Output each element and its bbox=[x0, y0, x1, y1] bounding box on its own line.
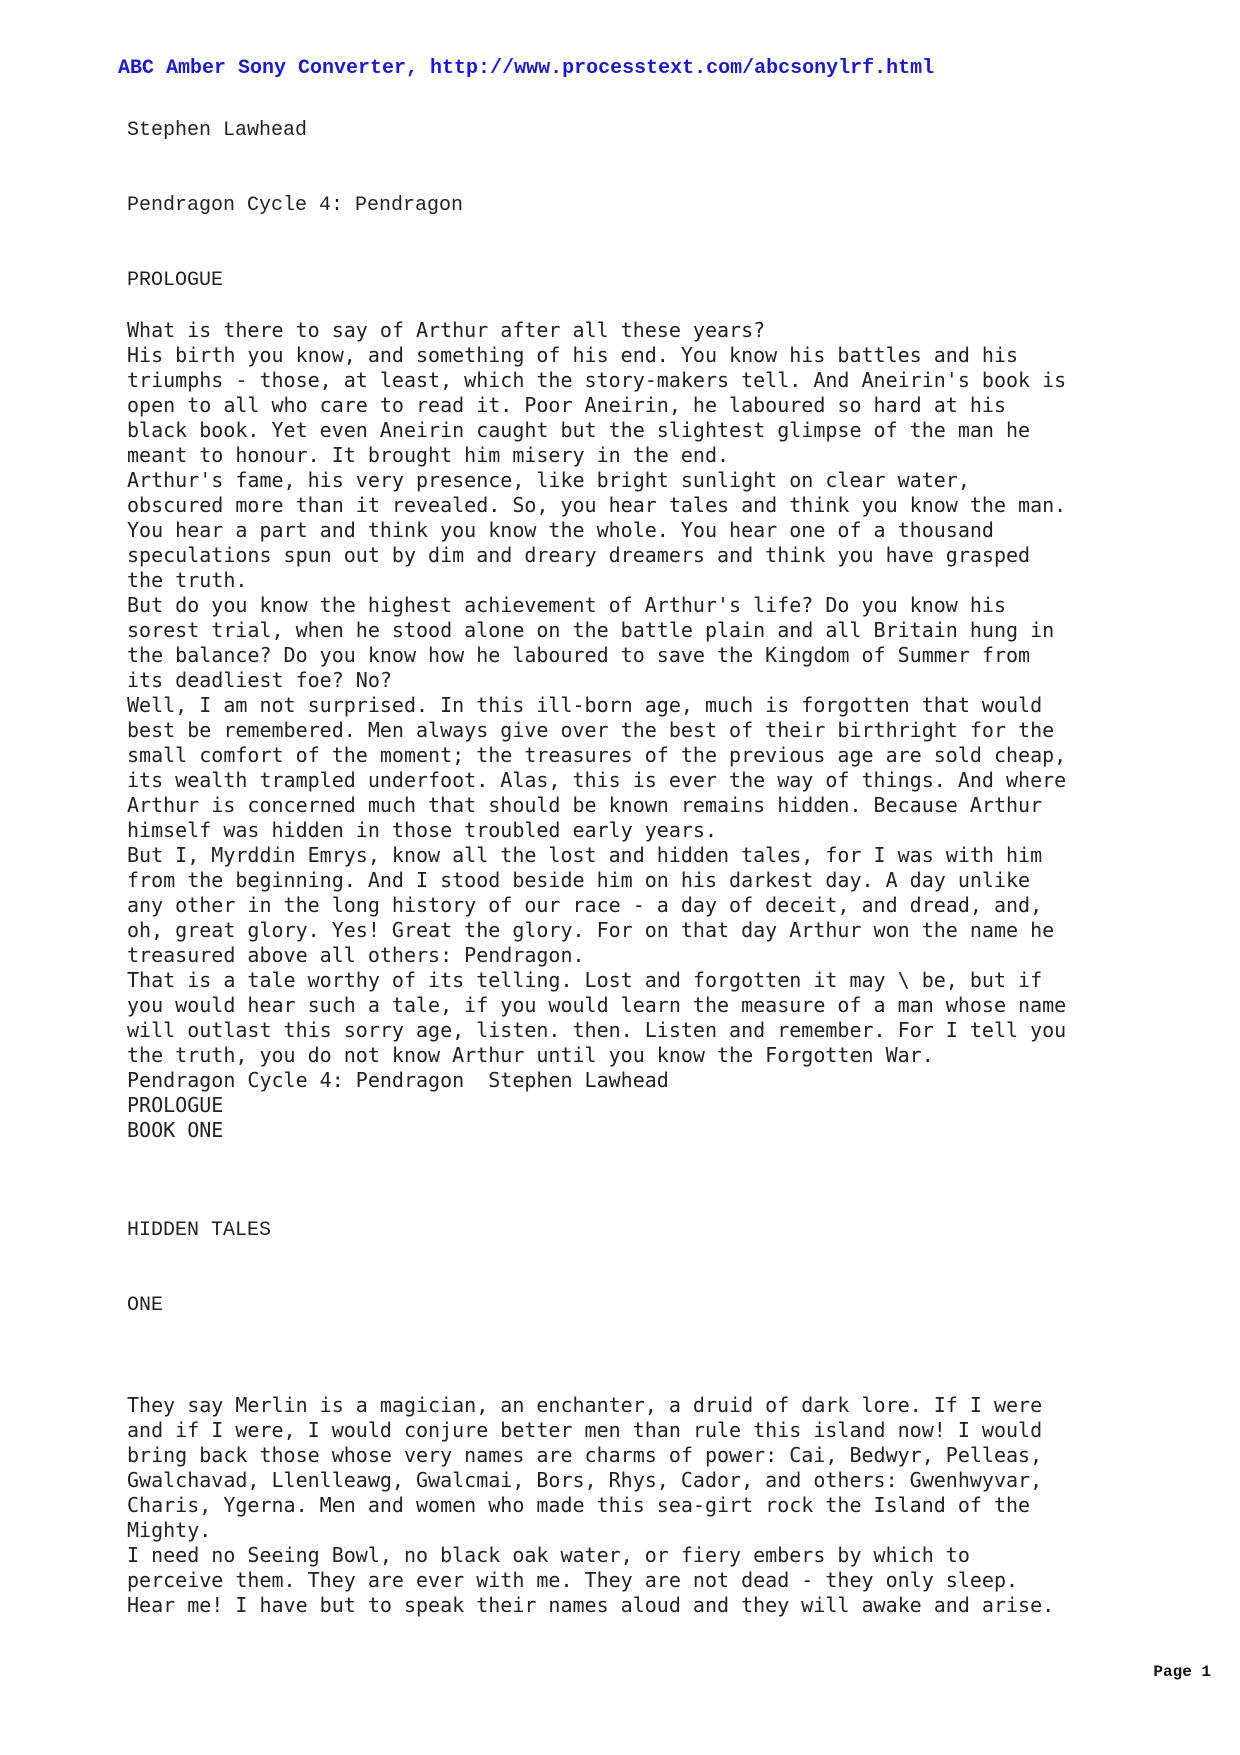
chapter-heading: ONE bbox=[127, 1294, 164, 1317]
book-title: Pendragon Cycle 4: Pendragon bbox=[127, 194, 464, 217]
chapter-one-text: They say Merlin is a magician, an enchanter, a druid of dark lore. If I were and if I were, I would conjure better men than rule this island now! I would bring back those whose very names are charms of power: Cai, Bedwyr, Pelleas, Gwalchavad, Llenlleawg, Gwalcmai, Bors, Rhys, Cador, and others: Gwenhwyvar, Charis, Ygerna. Men and women who made this sea-girt rock the Island of the Mighty. I need no Seeing Bowl, no black oak water, or fiery embers by which to perceive them. They are ever with me. They are not dead - they only sleep. Hear me! I have but to speak their names aloud and they will awake and arise. bbox=[127, 1393, 1055, 1617]
author-name: Stephen Lawhead bbox=[127, 119, 308, 142]
section-heading: HIDDEN TALES bbox=[127, 1219, 272, 1242]
prologue-heading: PROLOGUE bbox=[127, 269, 224, 292]
converter-header-link[interactable]: ABC Amber Sony Converter, http://www.processtext.com/abcsonylrf.html bbox=[118, 57, 935, 80]
page-number: Page 1 bbox=[1153, 1663, 1211, 1681]
prologue-text: What is there to say of Arthur after all these years? His birth you know, and something of his end. You know his battles and his triumphs - those, at least, which the story-makers tell. And Aneirin's book is open to all who care to read it. Poor Aneirin, he laboured so hard at his black book. Yet even Aneirin caught but the slightest glimpse of the man he meant to honour. It brought him misery in the end. Arthur's fame, his very presence, like bright sunlight on clear water, obscured more than it revealed. So, you hear tales and think you know the man. You hear a part and think you know the whole. You hear one of a thousand speculations spun out by dim and dreary dreamers and think you have grasped the truth. But do you know the highest achievement of Arthur's life? Do you know his sorest trial, when he stood alone on the battle plain and all Britain hung in the balance? Do you know how he laboured to save the Kingdom of Summer from its deadliest foe? No? Well, I am not surprised. In this ill-born age, much is forgotten that would best be remembered. Men always give over the best of their birthright for the small comfort of the moment; the treasures of the previous age are sold cheap, its wealth trampled underfoot. Alas, this is ever the way of things. And where Arthur is concerned much that should be known remains hidden. Because Arthur himself was hidden in those troubled early years. But I, Myrddin Emrys, know all the lost and hidden tales, for I was with him from the beginning. And I stood beside him on his darkest day. A day unlike any other in the long history of our race - a day of deceit, and dread, and, oh, great glory. Yes! Great the glory. For on that day Arthur won the name he treasured above all others: Pendragon. That is a tale worthy of its telling. Lost and forgotten it may \ be, but if you would hear such a tale, if you would learn the measure of a man whose name will outlast this sorry age, listen. then. Listen and remember. For I tell you the truth, you do not know Arthur until you know the Forgotten War. Pendragon Cycle 4: Pendragon Stephen Lawhead PROLOGUE BOOK ONE bbox=[127, 318, 1067, 1142]
